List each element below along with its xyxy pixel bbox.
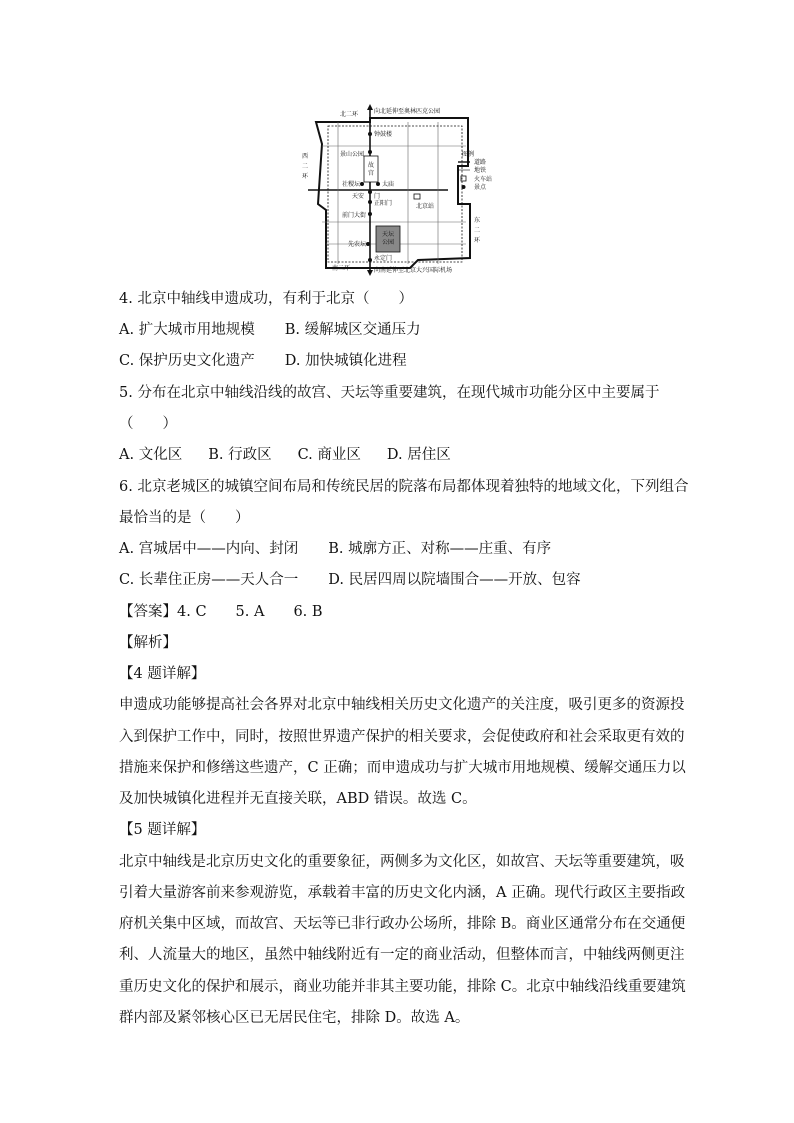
label-south-ext: 向南延伸至北京大兴国际机场 — [374, 267, 453, 274]
detail-5-line: 引着大量游客前来参观游览，承载着丰富的历史文化内涵，A 正确。现代行政区主要指政 — [119, 885, 686, 901]
answer-line: 【答案】4. C 5. A 6. B — [119, 604, 323, 620]
analysis-title: 【解析】 — [119, 635, 177, 651]
detail-5-line: 北京中轴线是北京历史文化的重要象征，两侧多为文化区，如故宫、天坛等重要建筑，吸 — [119, 854, 685, 870]
label-tiananmen-1: 天安 — [352, 193, 365, 200]
legend-title: 图例 — [462, 151, 475, 158]
question-6-stem: 6. 北京老城区的城镇空间布局和传统民居的院落布局都体现着独特的地域文化，下列组合 — [119, 479, 689, 495]
beijing-central-axis-map — [298, 104, 498, 276]
question-5-paren: （ ） — [119, 416, 177, 432]
q4-option-c[interactable]: C. 保护历史文化遗产 — [119, 353, 255, 369]
question-4-options-row-2 — [119, 351, 433, 371]
label-taimiao: 太庙 — [382, 181, 395, 188]
q5-option-b[interactable]: B. 行政区 — [208, 447, 272, 463]
q6-option-c[interactable]: C. 长辈住正房——天人合一 — [119, 572, 299, 588]
question-5-stem: 5. 分布在北京中轴线沿线的故宫、天坛等重要建筑，在现代城市功能分区中主要属于 — [119, 385, 660, 401]
question-6-stem-2: 最恰当的是（ ） — [119, 510, 250, 526]
label-south-ring: 南二环 — [332, 265, 351, 272]
south-arrow-icon — [367, 270, 373, 276]
label-bell-tower: 钟鼓楼 — [374, 131, 393, 138]
label-east-ring-1: 东 — [474, 217, 481, 224]
q5-option-c[interactable]: C. 商业区 — [297, 447, 361, 463]
label-tiananmen-2: 门 — [374, 193, 381, 200]
detail-5-line: 利、人流量大的地区，虽然中轴线附近有一定的商业活动，但整体而言，中轴线两侧更注 — [119, 947, 685, 963]
detail-4-line: 及加快城镇化进程并无直接关联，ABD 错误。故选 C。 — [119, 791, 477, 807]
label-gugong-2: 宫 — [368, 170, 375, 177]
spot-qianmen-icon — [368, 212, 372, 216]
question-6-options-row-1 — [119, 539, 577, 559]
label-tiantan-2: 公园 — [382, 239, 395, 246]
map-svg — [298, 104, 498, 276]
label-east-ring-3: 环 — [474, 237, 481, 244]
label-tiantan-1: 天坛 — [382, 231, 395, 238]
detail-5-title: 【5 题详解】 — [119, 822, 206, 838]
label-qianmen: 前门大街 — [342, 212, 367, 219]
legend-subway: 地铁 — [474, 167, 487, 174]
label-west-ring-3: 环 — [302, 173, 309, 180]
label-west-ring-1: 西 — [302, 153, 309, 160]
detail-4-line: 申遗成功能够提高社会各界对北京中轴线相关历史文化遗产的关注度，吸引更多的资源投 — [119, 697, 685, 713]
q6-option-b[interactable]: B. 城廓方正、对称——庄重、有序 — [328, 541, 552, 557]
legend-spot-icon — [462, 185, 466, 189]
q6-option-a[interactable]: A. 宫城居中——内向、封闭 — [119, 541, 299, 557]
q6-option-d[interactable]: D. 民居四周以院墙围合——开放、包容 — [328, 572, 581, 588]
question-6-options-row-2 — [119, 570, 607, 590]
detail-4-title: 【4 题详解】 — [119, 666, 206, 682]
legend-station: 火车站 — [474, 176, 493, 183]
detail-4-line: 措施来保护和修缮这些遗产，C 正确；而申遗成功与扩大城市用地规模、缓解交通压力以 — [119, 760, 686, 776]
q5-option-d[interactable]: D. 居住区 — [386, 447, 451, 463]
q5-option-a[interactable]: A. 文化区 — [119, 447, 183, 463]
label-jingshan: 景山公园 — [340, 151, 365, 158]
label-xiannongtan: 先农坛 — [348, 241, 367, 248]
spot-yongdingmen-icon — [368, 258, 372, 262]
detail-4-line: 入到保护工作中，同时，按照世界遗产保护的相关要求，会促使政府和社会采取更有效的 — [119, 729, 685, 745]
q4-option-d[interactable]: D. 加快城镇化进程 — [284, 353, 407, 369]
label-beijing-station: 北京站 — [416, 203, 435, 210]
label-north-ring: 北二环 — [340, 111, 359, 118]
spot-zhengyangmen-icon — [368, 200, 372, 204]
spot-jingshan-icon — [368, 150, 372, 154]
north-arrow-icon — [367, 104, 373, 110]
question-4-options-row-1 — [119, 320, 447, 340]
spot-xiannongtan-icon — [366, 242, 370, 246]
detail-5-line: 府机关集中区域，而故宫、天坛等已非行政办公场所，排除 B。商业区通常分布在交通便 — [119, 916, 686, 932]
spot-shejitan-icon — [360, 182, 364, 186]
label-east-ring-2: 二 — [474, 227, 481, 234]
label-zhengyangmen: 正阳门 — [374, 200, 393, 207]
label-yongdingmen: 永定门 — [374, 255, 393, 262]
spot-bell-tower-icon — [368, 132, 372, 136]
detail-5-line: 重历史文化的保护和展示，商业功能并非其主要功能，排除 C。北京中轴线沿线重要建筑 — [119, 979, 686, 995]
label-shejitan: 社稷坛 — [342, 181, 361, 188]
forbidden-city — [364, 156, 378, 182]
detail-5-line: 群内部及紧邻核心区已无居民住宅，排除 D。故选 A。 — [119, 1010, 470, 1026]
q4-option-a[interactable]: A. 扩大城市用地规模 — [119, 322, 255, 338]
q4-option-b[interactable]: B. 缓解城区交通压力 — [284, 322, 421, 338]
legend-spot: 景点 — [474, 184, 487, 191]
legend-road: 道路 — [474, 159, 487, 166]
question-5-options — [119, 445, 477, 465]
spot-taimiao-icon — [376, 182, 380, 186]
question-4-stem: 4. 北京中轴线申遗成功，有利于北京（ ） — [119, 291, 413, 307]
label-west-ring-2: 二 — [302, 163, 309, 170]
train-station-icon — [414, 194, 420, 199]
label-north-ext: 向北延伸至奥林匹克公园 — [374, 108, 441, 115]
spot-tiananmen-icon — [368, 190, 372, 194]
label-gugong-1: 故 — [368, 162, 375, 169]
